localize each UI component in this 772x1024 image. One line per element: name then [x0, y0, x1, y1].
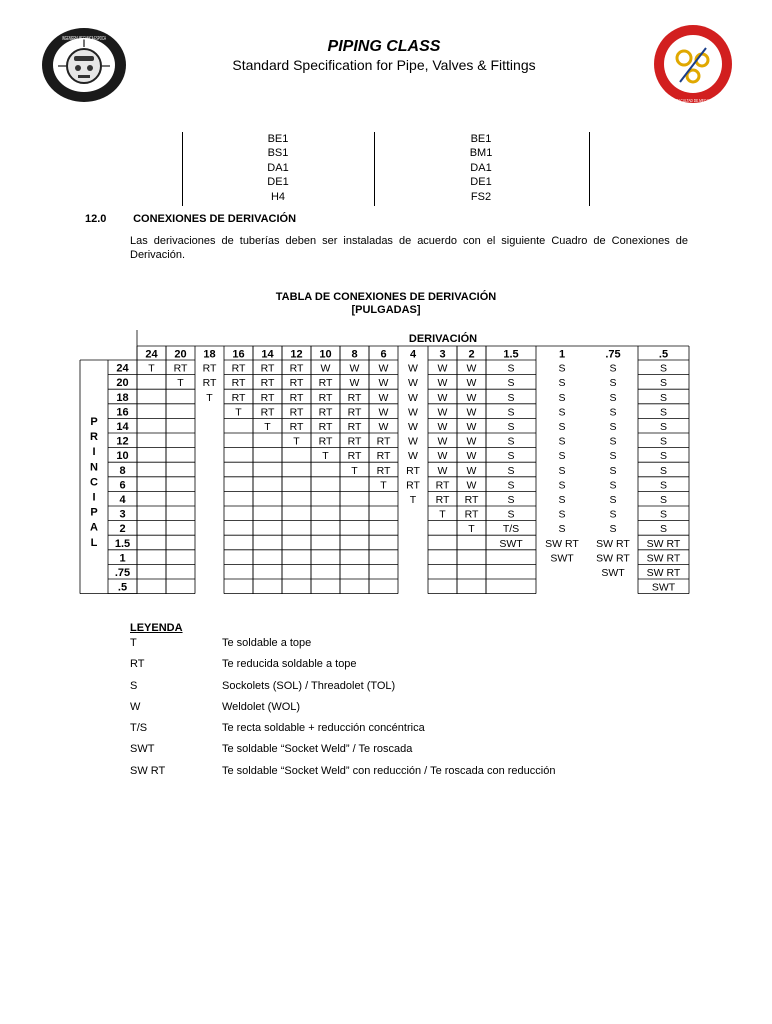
principal-label-letter: A [90, 521, 98, 534]
run-size: 24 [116, 362, 129, 375]
table-cell: S [659, 421, 668, 433]
material-code: H4 [270, 190, 286, 203]
table-cell: S [659, 508, 668, 521]
material-code: BE1 [470, 133, 492, 145]
legend-description: Te recta soldable + reducción concéntrica [222, 722, 425, 734]
table-cell: S [558, 435, 566, 448]
table-cell: S [507, 464, 515, 477]
branch-size: 8 [351, 348, 358, 361]
table-cell: T [322, 450, 329, 463]
table-cell: S [659, 523, 668, 536]
branch-size: 6 [380, 348, 387, 361]
material-code: BM1 [469, 147, 493, 160]
table-cell: S [558, 406, 566, 419]
table-cell: S [609, 377, 617, 390]
table-cell: T [235, 406, 242, 419]
run-size: .75 [114, 567, 131, 579]
run-size: 3 [119, 508, 126, 521]
table-cell: SW RT [596, 537, 630, 550]
table-cell: S [507, 479, 515, 492]
section-number: 12.0 [85, 213, 107, 225]
principal-label-letter: C [90, 476, 98, 489]
legend-description: Te soldable a tope [222, 637, 312, 649]
legend-code: RT [130, 658, 145, 670]
table-cell: T/S [502, 523, 520, 536]
table-cell: W [378, 391, 389, 404]
table-cell: S [558, 362, 566, 375]
table-cell: W [437, 391, 448, 404]
table-cell: S [609, 450, 617, 463]
table-subtitle: [PULGADAS] [351, 304, 421, 316]
table-cell: RT [318, 377, 333, 390]
material-code: DA1 [267, 161, 289, 174]
branch-size: 10 [319, 348, 332, 361]
run-size: 2 [119, 523, 126, 536]
table-cell: S [609, 508, 617, 521]
legend-description: Te soldable “Socket Weld” / Te roscada [222, 743, 413, 755]
branch-size: 3 [439, 348, 446, 361]
legend-code: T [130, 637, 137, 649]
table-cell: RT [260, 406, 275, 419]
table-cell: W [466, 464, 477, 477]
page-subtitle: Standard Specification for Pipe, Valves & Fittings [232, 57, 536, 73]
branch-size: 1 [558, 348, 566, 361]
table-cell: W [437, 464, 448, 477]
branch-size: 16 [232, 348, 245, 361]
legend-code: SWT [130, 743, 155, 755]
branch-size: 12 [290, 348, 303, 361]
material-code: BE1 [267, 133, 289, 145]
table-cell: S [609, 391, 617, 404]
table-cell: RT [318, 391, 333, 404]
table-cell: RT [318, 435, 333, 448]
table-cell: S [659, 362, 668, 375]
table-cell: RT [260, 377, 275, 390]
legend-code: W [130, 701, 141, 713]
table-cell: S [659, 435, 668, 448]
table-cell: RT [435, 494, 450, 506]
table-cell: W [408, 435, 418, 448]
page-title: PIPING CLASS [327, 38, 441, 55]
run-size: 16 [116, 406, 129, 419]
table-cell: W [378, 421, 389, 433]
table-cell: S [558, 450, 566, 463]
table-cell: RT [289, 362, 304, 375]
table-cell: W [466, 377, 477, 390]
table-cell: W [349, 362, 360, 375]
table-cell: RT [202, 362, 217, 375]
table-cell: W [466, 435, 477, 448]
principal-label-letter: N [90, 461, 98, 474]
table-cell: RT [347, 391, 362, 404]
table-cell: RT [406, 464, 420, 477]
legend-code: SW RT [130, 765, 166, 777]
run-size: 14 [116, 421, 129, 433]
run-size: 8 [119, 464, 126, 477]
run-size: 6 [119, 479, 126, 492]
table-cell: RT [347, 421, 362, 433]
table-cell: SW RT [646, 552, 681, 565]
legend-description: Te soldable “Socket Weld” con reducción / Te roscada con reducción [222, 765, 556, 777]
table-cell: W [437, 450, 448, 463]
table-cell: W [466, 391, 477, 404]
table-cell: W [437, 377, 448, 390]
table-cell: RT [260, 391, 275, 404]
table-cell: S [558, 391, 566, 404]
table-cell: SWT [601, 567, 625, 579]
table-cell: S [609, 479, 617, 492]
table-cell: RT [406, 479, 420, 492]
table-cell: S [659, 391, 668, 404]
table-cell: W [466, 421, 477, 433]
table-cell: RT [173, 362, 188, 375]
table-cell: RT [231, 391, 246, 404]
logo-right-text: ESPOCH FACULTAD DE MECANICA 1972 [662, 98, 725, 103]
table-cell: RT [318, 421, 333, 433]
branch-header: DERIVACIÓN [408, 333, 478, 345]
table-cell: T [177, 377, 184, 390]
table-cell: T [439, 508, 446, 521]
table-cell: W [437, 435, 448, 448]
table-cell: T [293, 435, 300, 448]
table-cell: S [507, 508, 515, 521]
table-cell: RT [464, 494, 479, 506]
material-code: FS2 [470, 190, 492, 203]
run-size: 20 [116, 377, 129, 390]
table-cell: W [466, 362, 477, 375]
branch-size: 1.5 [503, 348, 519, 361]
table-cell: S [507, 362, 515, 375]
table-cell: RT [347, 406, 362, 419]
run-size: 12 [116, 435, 129, 448]
table-cell: RT [260, 362, 275, 375]
table-cell: S [507, 450, 515, 463]
table-cell: SW RT [545, 537, 579, 550]
principal-label-letter: P [90, 416, 98, 428]
table-cell: W [408, 391, 418, 404]
table-cell: T [380, 479, 387, 492]
table-cell: W [437, 421, 448, 433]
table-cell: S [558, 494, 566, 506]
table-cell: W [349, 377, 360, 390]
table-cell: S [558, 377, 566, 390]
legend-description: Weldolet (WOL) [222, 701, 301, 713]
table-cell: W [378, 377, 389, 390]
table-cell: S [609, 464, 617, 477]
material-code: DE1 [267, 176, 289, 189]
table-cell: RT [231, 362, 246, 375]
table-cell: RT [289, 421, 304, 433]
table-cell: S [659, 494, 668, 506]
table-cell: S [659, 464, 668, 477]
material-code: DE1 [470, 176, 492, 189]
table-cell: RT [376, 464, 391, 477]
table-cell: S [609, 523, 617, 536]
run-size: .5 [117, 581, 128, 594]
principal-label-letter: I [92, 491, 96, 504]
table-cell: S [507, 494, 515, 506]
principal-label-letter: P [90, 506, 98, 519]
table-cell: RT [231, 377, 246, 390]
table-cell: S [609, 362, 617, 375]
table-cell: S [558, 508, 566, 521]
table-cell: W [437, 362, 448, 375]
branch-size: 4 [409, 348, 417, 361]
run-size: 1.5 [114, 537, 131, 550]
table-cell: T [351, 464, 358, 477]
table-cell: SW RT [646, 567, 681, 579]
section-title: CONEXIONES DE DERIVACIÓN [133, 213, 297, 225]
table-cell: RT [464, 508, 479, 521]
table-cell: SW RT [646, 537, 681, 550]
table-cell: W [466, 406, 477, 419]
table-cell: W [408, 421, 418, 433]
branch-size: 18 [203, 348, 216, 361]
table-cell: S [659, 406, 668, 419]
table-cell: T [148, 362, 155, 375]
table-cell: S [507, 435, 515, 448]
table-cell: S [609, 421, 617, 433]
table-cell: RT [435, 479, 450, 492]
branch-size: .5 [658, 348, 669, 361]
table-cell: T [206, 391, 213, 404]
table-cell: SWT [499, 537, 523, 550]
table-cell: RT [289, 391, 304, 404]
table-cell: W [408, 450, 418, 463]
table-cell: RT [289, 406, 304, 419]
run-size: 1 [119, 552, 126, 565]
table-cell: RT [347, 450, 362, 463]
table-cell: T [409, 494, 417, 506]
table-cell: S [507, 406, 515, 419]
table-cell: RT [318, 406, 333, 419]
run-size: 18 [116, 391, 129, 404]
run-size: 4 [119, 494, 126, 506]
legend-title: LEYENDA [130, 622, 183, 634]
table-cell: RT [347, 435, 362, 448]
table-cell: W [378, 406, 389, 419]
table-cell: RT [376, 450, 391, 463]
principal-label-letter: L [90, 536, 98, 549]
branch-size: 20 [174, 348, 187, 361]
run-size: 10 [116, 450, 129, 463]
table-cell: S [609, 406, 617, 419]
table-cell: W [408, 362, 418, 375]
table-cell: S [558, 523, 566, 536]
table-cell: W [437, 406, 448, 419]
principal-label-letter: R [90, 431, 98, 444]
table-cell: W [408, 377, 418, 390]
table-cell: RT [376, 435, 391, 448]
logo-left-text: INGENIERIA MECANICA ESPOCH [62, 36, 107, 42]
section-paragraph: Las derivaciones de tuberías deben ser instaladas de acuerdo con el siguiente Cuadro de Conexiones de Derivación. [130, 235, 688, 261]
table-cell: W [378, 362, 389, 375]
branch-size: .75 [605, 348, 621, 361]
table-cell: RT [202, 377, 217, 390]
table-cell: SW RT [596, 552, 630, 565]
table-cell: S [558, 479, 566, 492]
material-code: BS1 [267, 147, 289, 160]
table-cell: S [659, 479, 668, 492]
table-cell: S [507, 421, 515, 433]
table-cell: S [507, 377, 515, 390]
table-cell: T [264, 421, 271, 433]
table-cell: S [609, 435, 617, 448]
branch-size: 14 [261, 348, 274, 361]
table-cell: S [558, 464, 566, 477]
table-cell: S [558, 421, 566, 433]
table-cell: W [408, 406, 418, 419]
table-cell: SWT [550, 552, 574, 565]
table-title: TABLA DE CONEXIONES DE DERIVACIÓN [275, 291, 497, 303]
material-code: DA1 [470, 161, 492, 174]
branch-size: 24 [145, 348, 158, 361]
legend-description: Te reducida soldable a tope [222, 658, 357, 670]
table-cell: RT [289, 377, 304, 390]
table-cell: W [466, 479, 477, 492]
table-cell: W [320, 362, 331, 375]
legend-code: S [130, 680, 138, 692]
table-cell: T [468, 523, 475, 536]
branch-size: 2 [468, 348, 475, 361]
table-cell: S [609, 494, 617, 506]
legend-code: T/S [130, 722, 148, 734]
legend-description: Sockolets (SOL) / Threadolet (TOL) [222, 680, 396, 692]
table-cell: S [507, 391, 515, 404]
table-cell: S [659, 450, 668, 463]
table-cell: S [659, 377, 668, 390]
table-cell: W [466, 450, 477, 463]
principal-label-letter: I [92, 446, 96, 459]
table-cell: SWT [651, 581, 676, 594]
